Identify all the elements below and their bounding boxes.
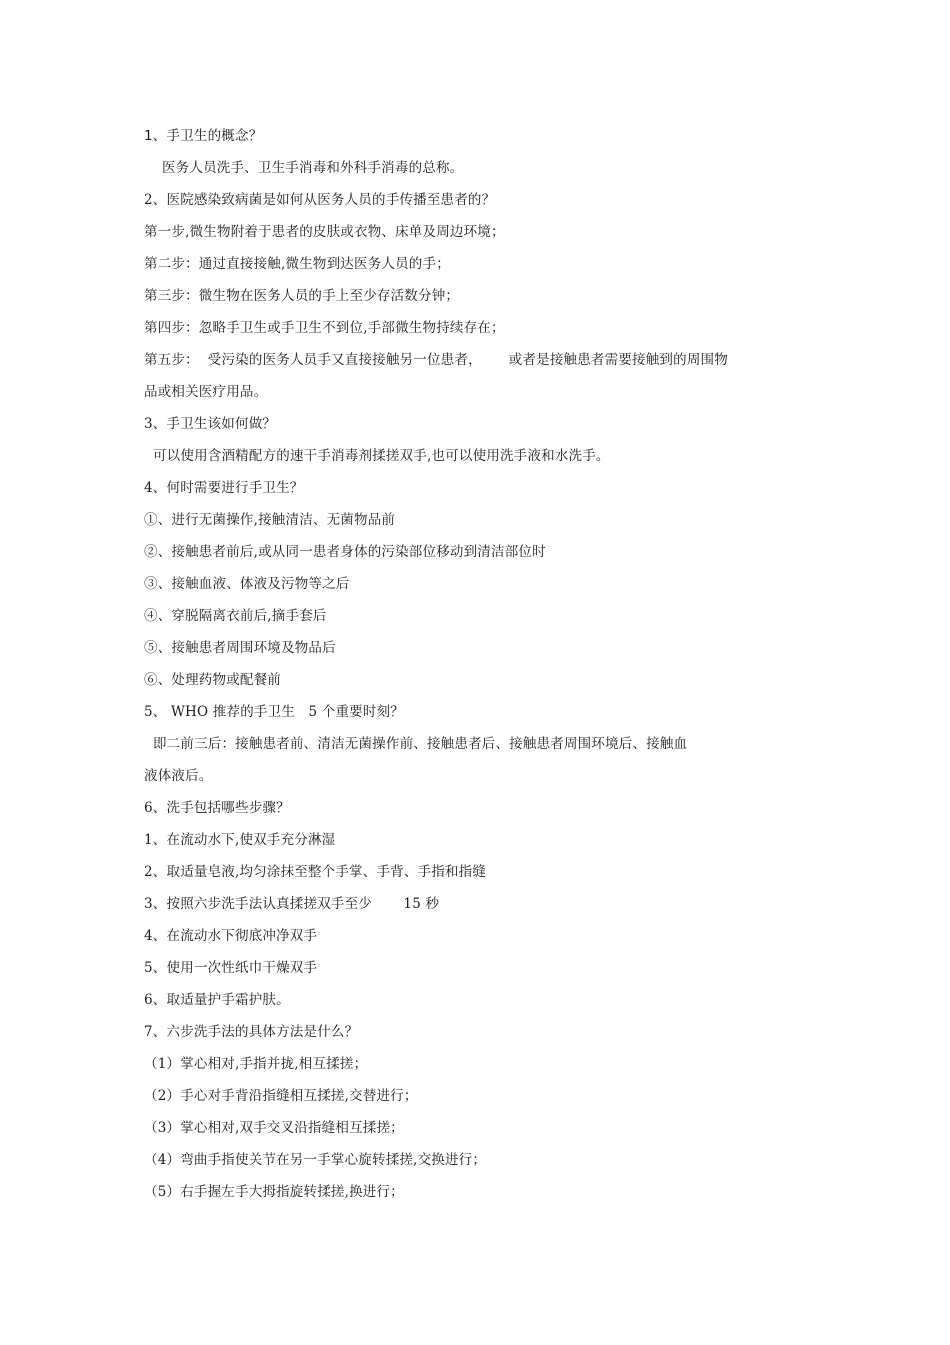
step-line: 第一步,微生物附着于患者的皮肤或衣物、床单及周边环境；: [144, 224, 505, 240]
step-line: 第四步：忽略手卫生或手卫生不到位,手部微生物持续存在；: [144, 320, 505, 336]
list-item: （5）右手握左手大拇指旋转揉搓,换进行；: [144, 1184, 404, 1200]
heading-q1: 1、手卫生的概念？: [144, 128, 263, 144]
answer-line: 即二前三后：接触患者前、清洁无菌操作前、接触患者后、接触患者周围环境后、接触血: [144, 736, 688, 752]
heading-q2: 2、医院感染致病菌是如何从医务人员的手传播至患者的？: [144, 192, 496, 208]
list-item: 1、在流动水下,使双手充分淋湿: [144, 832, 336, 848]
answer-line: 可以使用含酒精配方的速干手消毒剂揉搓双手,也可以使用洗手液和水洗手。: [144, 448, 610, 464]
list-item: （4）弯曲手指使关节在另一手掌心旋转揉搓,交换进行；: [144, 1152, 487, 1168]
answer-line: 医务人员洗手、卫生手消毒和外科手消毒的总称。: [144, 160, 464, 176]
list-item: ⑤、接触患者周围环境及物品后: [144, 640, 336, 656]
list-item: ②、接触患者前后,或从同一患者身体的污染部位移动到清洁部位时: [144, 544, 546, 560]
heading-q5: 5、 WHO 推荐的手卫生 5 个重要时刻？: [144, 704, 404, 720]
list-item: ③、接触血液、体液及污物等之后: [144, 576, 350, 592]
heading-q6: 6、洗手包括哪些步骤？: [144, 800, 290, 816]
step-line: 第五步： 受污染的医务人员手又直接接触另一位患者， 或者是接触患者需要接触到的周围物: [144, 352, 728, 368]
list-item: 2、取适量皂液,均匀涂抹至整个手掌、手背、手指和指缝: [144, 864, 487, 880]
list-item: 3、按照六步洗手法认真揉搓双手至少 15 秒: [144, 896, 440, 912]
list-item: （2）手心对手背沿指缝相互揉搓,交替进行；: [144, 1088, 418, 1104]
heading-q7: 7、六步洗手法的具体方法是什么？: [144, 1024, 359, 1040]
step-line: 第三步：微生物在医务人员的手上至少存活数分钟；: [144, 288, 460, 304]
list-item: ④、穿脱隔离衣前后,摘手套后: [144, 608, 327, 624]
heading-q4: 4、何时需要进行手卫生？: [144, 480, 304, 496]
list-item: ①、进行无菌操作,接触清洁、无菌物品前: [144, 512, 396, 528]
step-line-continued: 品或相关医疗用品。: [144, 384, 268, 400]
heading-q3: 3、手卫生该如何做？: [144, 416, 277, 432]
list-item: 6、取适量护手霜护肤。: [144, 992, 290, 1008]
list-item: 4、在流动水下彻底冲净双手: [144, 928, 318, 944]
list-item: （1）掌心相对,手指并拢,相互揉搓；: [144, 1056, 368, 1072]
list-item: ⑥、处理药物或配餐前: [144, 672, 281, 688]
list-item: （3）掌心相对,双手交叉沿指缝相互揉搓；: [144, 1120, 404, 1136]
list-item: 5、使用一次性纸巾干燥双手: [144, 960, 318, 976]
answer-line-continued: 液体液后。: [144, 768, 213, 784]
step-line: 第二步：通过直接接触,微生物到达医务人员的手；: [144, 256, 450, 272]
